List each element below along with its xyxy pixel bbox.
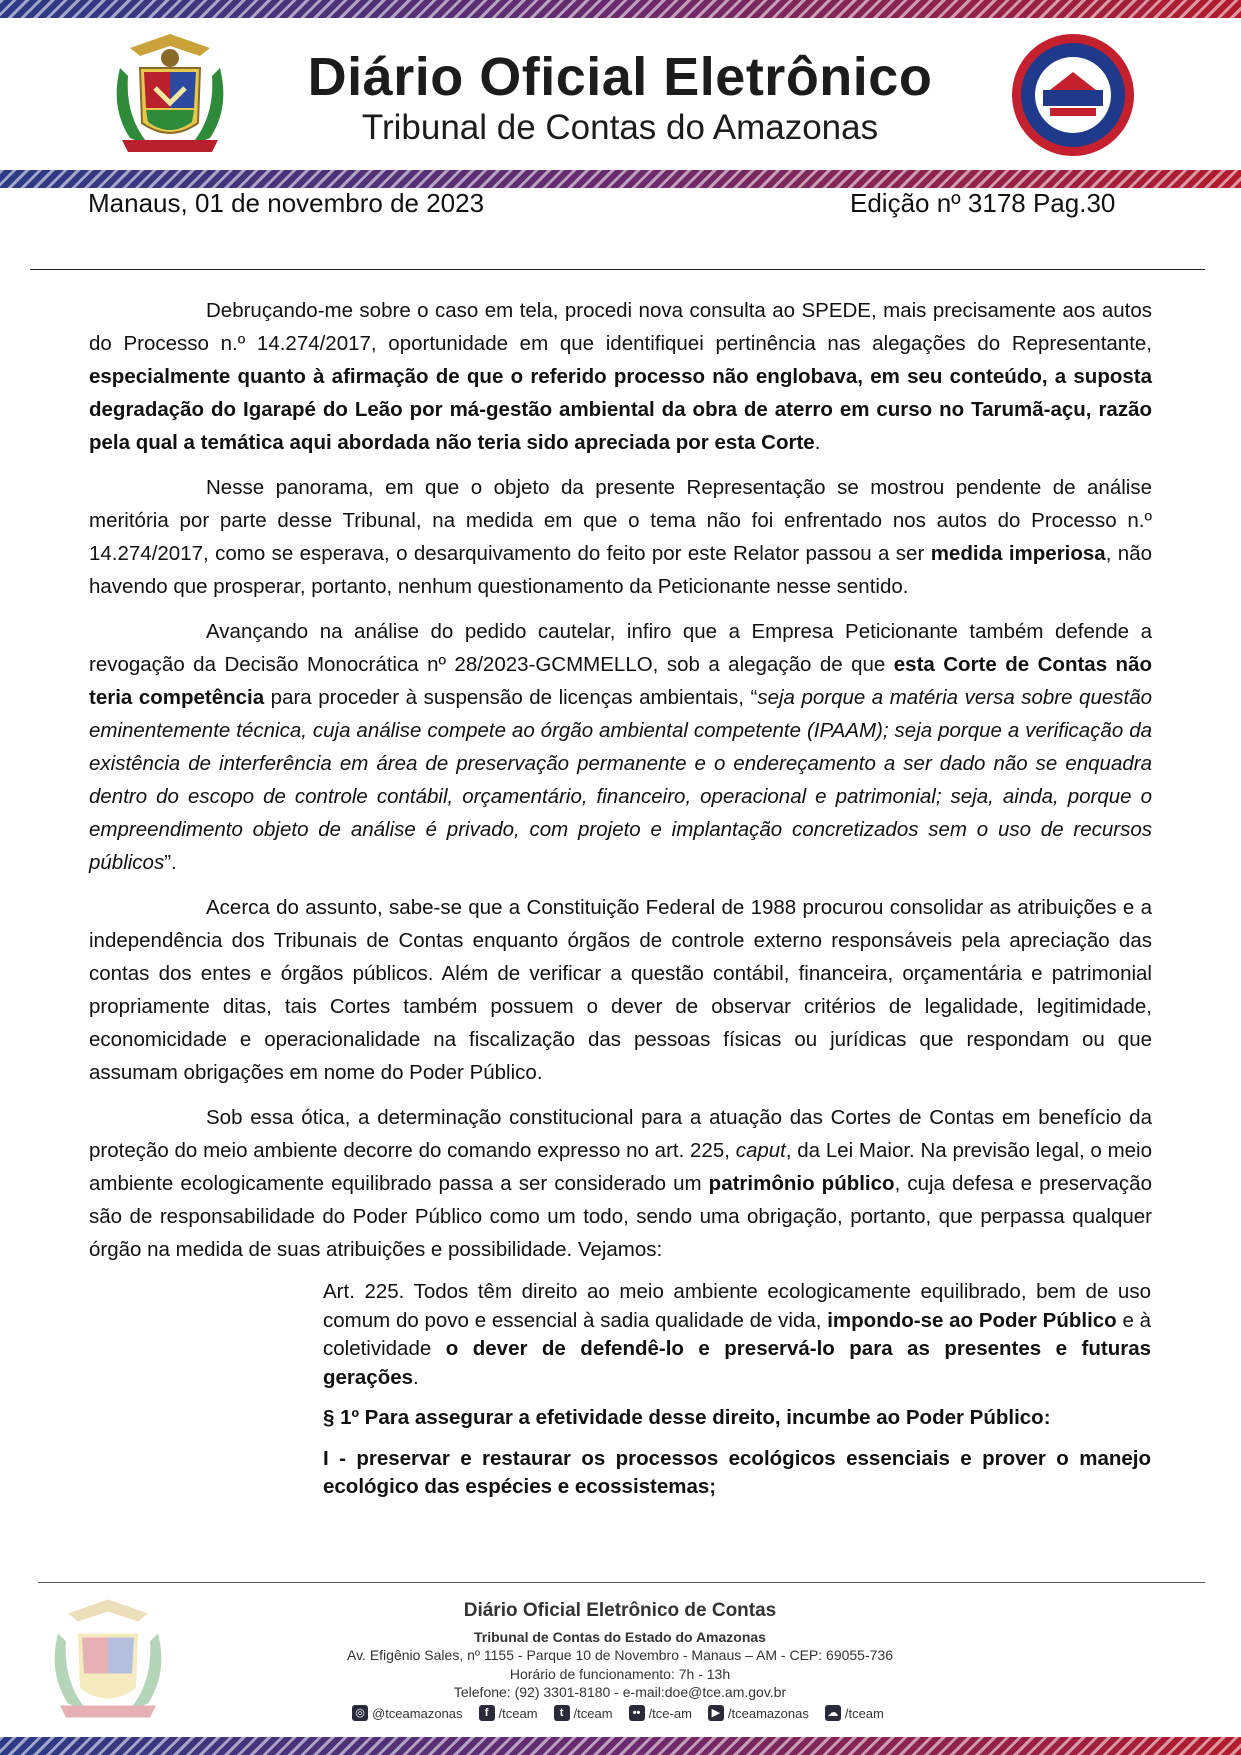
social-twitter[interactable]: t /tceam [554, 1705, 613, 1721]
footer-crest-watermark [38, 1592, 178, 1727]
footer-title: Diário Oficial Eletrônico de Contas [463, 1600, 777, 1621]
paragraph-2: Nesse panorama, em que o objeto da presente Representação se mostrou pendente de análise meritória por parte desse Tribunal, na medida em que o tema não foi enfrentado nos autos do Processo n.º 14.274/2017, como se esperava, o desarquivamento do feito por este Relator passou a ser medida imperiosa, não havendo que prosperar, portanto, nenhum questionamento da Peticionante nesse sentido. [89, 476, 1152, 598]
bottom-decorative-band [0, 1737, 1241, 1755]
quote-item: I - preservar e restaurar os processos ecológicos essenciais e prover o manejo ecológico das espécies e ecossistemas; [323, 1446, 1151, 1498]
quote-paragraph: § 1º Para assegurar a efetividade desse direito, incumbe ao Poder Público: [323, 1406, 1051, 1429]
page-subtitle: Tribunal de Contas do Amazonas [361, 108, 879, 147]
header-divider [30, 269, 1205, 270]
soundcloud-icon: ☁ [825, 1705, 841, 1721]
top-decorative-band [0, 0, 1241, 18]
header-decorative-band [0, 170, 1241, 188]
edition-number: Edição nº 3178 Pag.30 [850, 188, 1116, 218]
document-body [89, 294, 1152, 1514]
social-instagram[interactable]: ◎ @tceamazonas [352, 1705, 463, 1721]
social-facebook[interactable]: f /tceam [479, 1705, 538, 1721]
quote-article: Art. 225. Todos têm direito ao meio ambiente ecologicamente equilibrado, bem de uso comum do povo e essencial à sadia qualidade de vida, impondo-se ao Poder Público e à coletividade o dever de defendê-lo e preservá-lo para as presentes e futuras gerações. [323, 1280, 1152, 1389]
footer-address: Av. Efigênio Sales, nº 1155 - Parque 10 de Novembro - Manaus – AM - CEP: 69055-736 [347, 1647, 893, 1663]
twitter-icon: t [554, 1705, 570, 1721]
paragraph-5: Sob essa ótica, a determinação constitucional para a atuação das Cortes de Contas em benefício da proteção do meio ambiente decorre do comando expresso no art. 225, caput, da Lei Maior. Na previsão legal, o meio ambiente ecologicamente equilibrado passa a ser considerado um patrimônio público, cuja defesa e preservação são de responsabilidade do Poder Público como um todo, sendo uma obrigação, portanto, que perpassa qualquer órgão na medida de suas atribuições e possibilidade. Vejamos: [89, 1106, 1153, 1261]
tce-crest-logo [100, 28, 240, 160]
publication-date: Manaus, 01 de novembro de 2023 [88, 188, 485, 218]
footer-divider [38, 1582, 1205, 1583]
social-flickr[interactable]: •• /tce-am [629, 1705, 692, 1721]
instagram-icon: ◎ [352, 1705, 368, 1721]
paragraph-1: Debruçando-me sobre o caso em tela, procedi nova consulta ao SPEDE, mais precisamente aos autos do Processo n.º 14.274/2017, oportunidade em que identifiquei pertinência nas alegações do Representante, especialmente quanto à afirmação de que o referido processo não englobava, em seu conteúdo, a suposta degradação do Igarapé do Leão por má-gestão ambiental da obra de aterro em curso no Tarumã-açu, razão pela qual a temática aqui abordada não teria sido apreciada por esta Corte. [89, 299, 1152, 454]
footer-contact: Telefone: (92) 3301-8180 - e-mail:doe@tce.am.gov.br [453, 1684, 787, 1700]
page-title: Diário Oficial Eletrônico [307, 47, 933, 107]
paragraph-4: Acerca do assunto, sabe-se que a Constituição Federal de 1988 procurou consolidar as atribuições e a independência dos Tribunais de Contas enquanto órgãos de controle externo responsáveis pela apreciação das contas dos entes e órgãos públicos. Além de verificar a questão contábil, financeira, orçamentária e patrimonial propriamente ditas, tais Cortes também possuem o dever de observar critérios de legalidade, legitimidade, economicidade e operacionalidade na fiscalização das pessoas físicas ou jurídicas que respondam ou que assumam obrigações em nome do Poder Público. [89, 896, 1152, 1084]
flickr-icon: •• [629, 1705, 645, 1721]
footer-hours: Horário de funcionamento: 7h - 13h [509, 1666, 731, 1682]
iso-certification-seal [1010, 32, 1136, 158]
facebook-icon: f [479, 1705, 495, 1721]
social-links [352, 1705, 884, 1721]
social-soundcloud[interactable]: ☁ /tceam [825, 1705, 884, 1721]
paragraph-3: Avançando na análise do pedido cautelar, infiro que a Empresa Peticionante também defende a revogação da Decisão Monocrática nº 28/2023-GCMMELLO, sob a alegação de que esta Corte de Contas não teria competência para proceder à suspensão de licenças ambientais, “seja porque a matéria versa sobre questão eminentemente técnica, cuja análise compete ao órgão ambiental competente (IPAAM); seja porque a verificação da existência de interferência em área de preservação permanente e o endereçamento a ser dado não se enquadra dentro do escopo de controle contábil, orçamentário, financeiro, operacional e patrimonial; seja, ainda, porque o empreendimento objeto de análise é privado, com projeto e implantação concretizados sem o uso de recursos públicos”. [89, 620, 1152, 874]
social-youtube[interactable]: ▶ /tceamazonas [708, 1705, 809, 1721]
footer-organization: Tribunal de Contas do Estado do Amazonas [474, 1629, 766, 1645]
legal-quote [323, 1278, 1151, 1502]
youtube-icon: ▶ [708, 1705, 724, 1721]
